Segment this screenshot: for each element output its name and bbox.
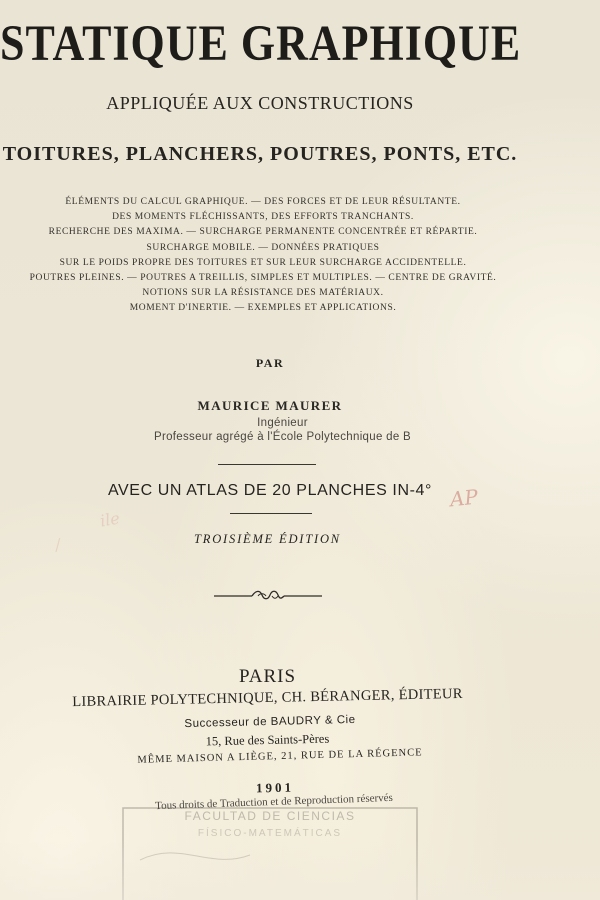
contents-line: DES MOMENTS FLÉCHISSANTS, DES EFFORTS TRANCHANTS.: [112, 212, 414, 223]
publisher-address: 15, Rue des Saints-Pères: [205, 731, 330, 749]
subtitle-topics: TOITURES, PLANCHERS, POUTRES, PONTS, ETC.: [2, 143, 518, 165]
rights-notice: Tous droits de Traduction et de Reproduction réservés: [154, 791, 394, 813]
by-label: PAR: [255, 356, 285, 370]
contents-line: RECHERCHE DES MAXIMA. — SURCHARGE PERMANENTE CONCENTRÉE ET RÉPARTIE.: [48, 227, 478, 238]
ornament-flourish: [212, 587, 324, 603]
contents-line: MOMENT D'INERTIE. — EXEMPLES ET APPLICATIONS.: [129, 303, 397, 314]
subtitle-applied: APPLIQUÉE AUX CONSTRUCTIONS: [106, 93, 414, 113]
pencil-mark: ile: [98, 508, 122, 531]
handwritten-note: AP: [448, 484, 480, 512]
author-credentials: [0, 416, 565, 444]
author-profession: Ingénieur: [257, 417, 308, 429]
divider-rule: [218, 464, 316, 465]
contents-summary: [0, 195, 526, 317]
contents-line: NOTIONS SUR LA RÉSISTANCE DES MATÉRIAUX.: [142, 288, 384, 299]
library-stamp: [120, 800, 420, 900]
publisher-city: PARIS: [238, 666, 297, 687]
author-name: MAURICE MAURER: [197, 398, 343, 413]
contents-line: ÉLÉMENTS DU CALCUL GRAPHIQUE. — DES FORCES ET DE LEUR RÉSULTANTE.: [65, 197, 461, 207]
divider-rule: [230, 513, 312, 514]
svg-text:FACULTAD DE CIENCIAS: FACULTAD DE CIENCIAS: [184, 809, 356, 823]
author-position: Professeur agrégé à l'École Polytechnique de B: [153, 431, 411, 443]
contents-line: SURCHARGE MOBILE. — DONNÉES PRATIQUES: [146, 242, 380, 253]
book-title: STATIQUE GRAPHIQUE: [0, 15, 522, 72]
contents-line: POUTRES PLEINES. — POUTRES A TREILLIS, SIMPLES ET MULTIPLES. — CENTRE DE GRAVITÉ.: [29, 273, 497, 284]
contents-line: SUR LE POIDS PROPRE DES TOITURES ET SUR LEUR SURCHARGE ACCIDENTELLE.: [59, 257, 467, 268]
svg-text:FÍSICO-MATEMÁTICAS: FÍSICO-MATEMÁTICAS: [197, 828, 343, 839]
atlas-note: AVEC UN ATLAS DE 20 PLANCHES IN-4°: [107, 482, 433, 499]
pencil-mark: /: [53, 534, 63, 555]
publisher-successor: Successeur de BAUDRY & Cie: [184, 713, 356, 731]
publisher-branch: MÊME MAISON A LIÈGE, 21, RUE DE LA RÉGENCE: [137, 747, 423, 766]
publisher-name: LIBRAIRIE POLYTECHNIQUE, CH. BÉRANGER, ÉDITEUR: [72, 685, 463, 711]
publication-year: 1901: [255, 779, 295, 796]
edition-label: TROISIÈME ÉDITION: [194, 532, 341, 546]
